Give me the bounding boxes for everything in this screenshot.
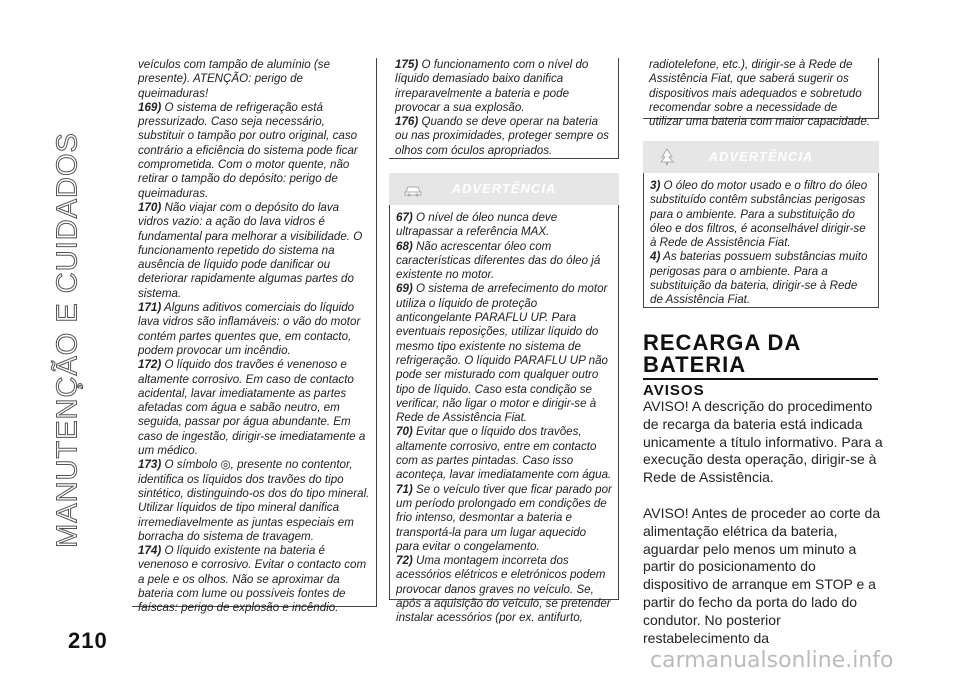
environment-warning-box xyxy=(643,173,879,308)
note-172: 172) O líquido dos travões é venenoso e altamente corrosivo. Em caso de contacto acidental, lavar imediatamente as partes afetadas com água e sabão neutro, em seguida, passar por água abundante. Em caso de ingestão, dirigir-se imediatamente a um médico. xyxy=(138,358,366,458)
body-paragraph: AVISO! Antes de proceder ao corte da alimentação elétrica da bateria, aguardar pelo menos um minuto a partir do posicionamento do dispositivo de arranque em STOP e a partir do fecho da porta do lado do condutor. No posterior restabelecimento da xyxy=(643,504,881,646)
note-173: 173) O símbolo ◎, presente no contentor, identifica os líquidos dos travões do tipo sintético, distinguindo-os dos do tipo mineral. Utilizar líquidos de tipo mineral danifica irremediavelmente as juntas especiais em borracha do sistema de travagem. xyxy=(138,458,370,543)
section-title: RECARGA DA BATERIA xyxy=(643,332,878,380)
watermark-footer: carmanualsonline.info xyxy=(650,648,894,673)
notes-box-top xyxy=(389,58,619,159)
note-176: 176) Quando se deve operar na bateria ou nas proximidades, proteger sempre os olhos com óculos apropriados. xyxy=(395,115,609,157)
warning-72: 72) Uma montagem incorreta dos acessórios elétricos e eletrónicos podem provocar danos graves no veículo. Se, após a aquisição do veículo, se pretender instalar acessórios (por ex. antifurto, xyxy=(396,554,611,625)
warning-notes-column-2 xyxy=(389,58,619,625)
warning-67: 67) O nível de óleo nunca deve ultrapassar a referência MAX. xyxy=(396,211,558,239)
warning-68: 68) Não acrescentar óleo com características diferentes das do óleo já existente no motor. xyxy=(396,239,601,282)
tree-icon xyxy=(657,147,677,167)
warning-notes-column-3 xyxy=(643,58,879,308)
note-171: 171) Alguns aditivos comerciais do líquido lava vidros são inflamáveis: o vão do motor contém partes quentes que, em contacto, podem provocar um incêndio. xyxy=(138,301,361,357)
warning-69: 69) O sistema de arrefecimento do motor utiliza o líquido de proteção anticongelante PARAFLU UP. Para eventuais reposições, utilizar líquido do mesmo tipo existente no sistema de refrigeração. O líquido PARAFLU UP não pode ser misturado com qualquer outro tipo de líquido. Caso esta condição se verificar, não ligar o motor e dirigir-se à Rede de Assistência Fiat. xyxy=(396,282,609,425)
warning-header: ADVERTÊNCIA xyxy=(389,173,619,205)
environment-warning-header: ADVERTÊNCIA xyxy=(643,141,879,173)
note-169: 169) O sistema de refrigeração está pressurizado. Caso seja necessário, substituir o tampão por outro original, caso contrário a eficiência do sistema pode ficar comprometida. Com o motor quente, não retirar o tampão do depósito: perigo de queimaduras. xyxy=(138,100,358,200)
warning-71: 71) Se o veículo tiver que ficar parado por um período prolongado em condições de frio intenso, desmontar a bateria e transportá-la para um lugar aquecido para evitar o congelamento. xyxy=(396,482,612,553)
warning-3: 3) O óleo do motor usado e o filtro do óleo substituído contêm substâncias perigosas para o ambiente. Para a substituição do óleo e dos filtros, é aconselhável dirigir-se à Rede de Assistência Fiat. xyxy=(650,179,868,250)
chapter-side-title: MANUTENÇÃO E CUIDADOS xyxy=(51,132,84,548)
warning-4: 4) As baterias possuem substâncias muito perigosas para o ambiente. Para a substituição da bateria, dirigir-se à Rede de Assistência Fiat. xyxy=(650,250,868,307)
note-170: 170) Não viajar com o depósito do lava vidros vazio: a ação do lava vidros é fundamental para melhorar a visibilidade. O funcionamento repetido do sistema na ausência de líquido pode danificar ou deteriorar rapidamente algumas partes do sistema. xyxy=(138,200,363,300)
section-body xyxy=(643,398,883,665)
body-paragraph: AVISO! A descrição do procedimento de recarga da bateria está indicada unicamente a título informativo. Para a execução desta operação, dirigir-se à Rede de Assistência. xyxy=(643,398,883,486)
page-number: 210 xyxy=(68,628,108,653)
car-service-icon xyxy=(403,179,423,199)
notes-box-continuation xyxy=(643,58,879,129)
warning-70: 70) Evitar que o líquido dos travões, altamente corrosivo, entre em contacto com as partes pintadas. Caso isso aconteça, lavar imediatamente com água. xyxy=(396,425,612,482)
warning-notes-column-1 xyxy=(132,58,377,615)
note-continuation: veículos com tampão de alumínio (se presente). ATENÇÃO: perigo de queimaduras! xyxy=(138,58,331,100)
note-174: 174) O líquido existente na bateria é venenoso e corrosivo. Evitar o contacto com a pele e os olhos. Não se aproximar da bateria com lume ou possíveis fontes de faíscas: perigo de explosão e incêndio. xyxy=(138,544,367,615)
note-175: 175) O funcionamento com o nível do líquido demasiado baixo danifica irreparavelmente a bateria e pode provocar a sua explosão. xyxy=(395,58,589,114)
subsection-title: AVISOS xyxy=(643,382,705,399)
warning-box xyxy=(389,205,619,625)
note-72-continuation: radiotelefone, etc.), dirigir-se à Rede de Assistência Fiat, que saberá sugerir os dispositivos mais adequados e sobretudo recomendar sobre a necessidade de utilizar uma bateria com maior capacidade. xyxy=(649,58,871,129)
